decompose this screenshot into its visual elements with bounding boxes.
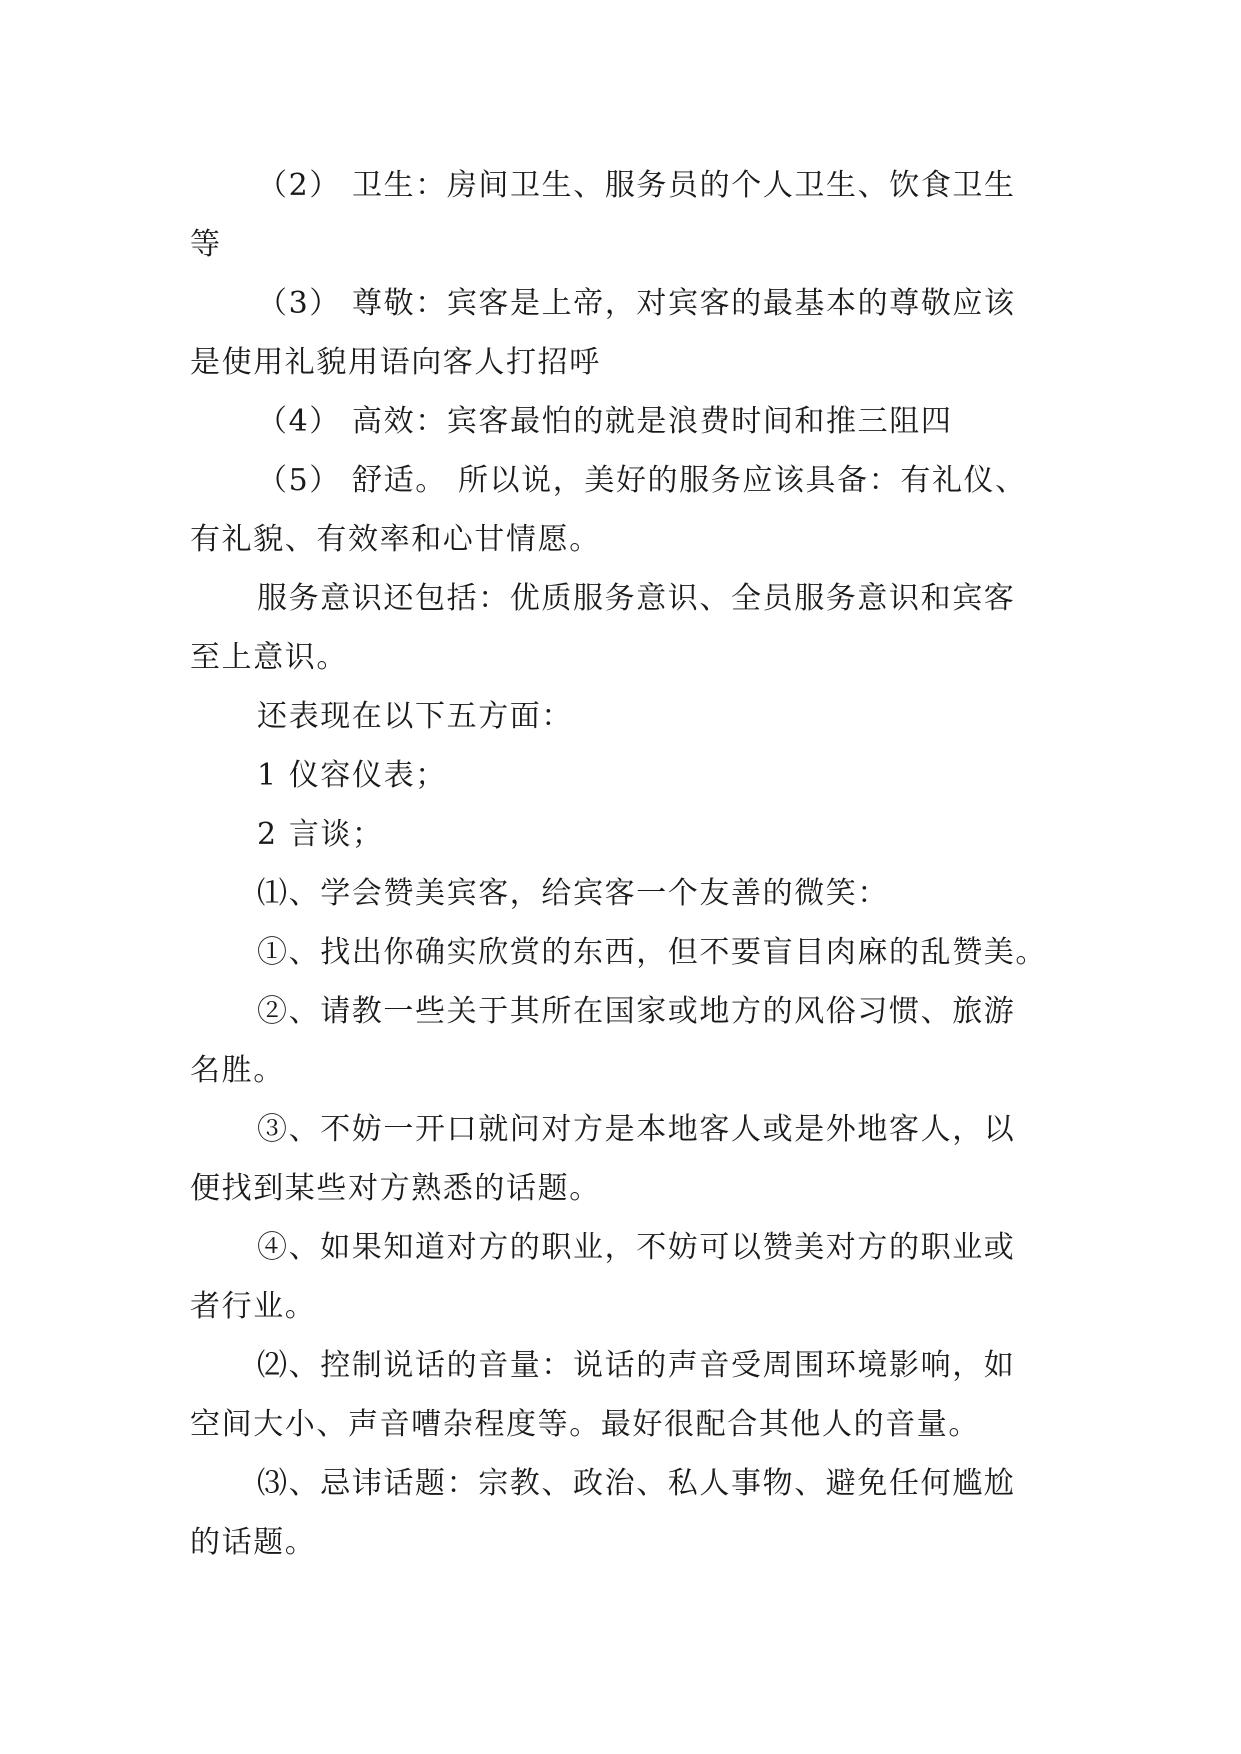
paragraph-hygiene <box>190 156 1050 274</box>
text-line: 有礼貌、有效率和心甘情愿。 <box>190 522 601 557</box>
paragraph-item-4 <box>190 1218 1050 1336</box>
text-line: 至上意识。 <box>190 640 348 675</box>
text-line: （5） 舒适。 所以说，美好的服务应该具备：有礼仪、 <box>257 463 1027 498</box>
text-line: （4） 高效：宾客最怕的就是浪费时间和推三阻四 <box>257 404 953 439</box>
text-line: 名胜。 <box>190 1053 285 1088</box>
text-line: 是使用礼貌用语向客人打招呼 <box>190 345 601 380</box>
text-line: 还表现在以下五方面： <box>257 699 573 734</box>
paragraph-speech <box>190 805 1050 864</box>
text-line: 服务意识还包括：优质服务意识、全员服务意识和宾客 <box>257 581 1016 616</box>
text-line: ①、找出你确实欣赏的东西，但不要盲目肉麻的乱赞美。 <box>257 935 1047 970</box>
text-line: 空间大小、声音嘈杂程度等。最好很配合其他人的音量。 <box>190 1407 980 1442</box>
paragraph-item-1 <box>190 923 1050 982</box>
paragraph-taboo-topics <box>190 1454 1050 1572</box>
paragraph-item-2 <box>190 982 1050 1100</box>
text-line: 的话题。 <box>190 1525 317 1560</box>
text-line: 者行业。 <box>190 1289 317 1324</box>
text-line: ⑵、控制说话的音量：说话的声音受周围环境影响，如 <box>257 1348 1016 1383</box>
paragraph-five-aspects <box>190 687 1050 746</box>
text-line: （3） 尊敬：宾客是上帝，对宾客的最基本的尊敬应该 <box>257 286 1016 321</box>
paragraph-volume-control <box>190 1336 1050 1454</box>
text-line: 2 言谈； <box>257 817 384 852</box>
paragraph-service-awareness <box>190 569 1050 687</box>
text-line: 便找到某些对方熟悉的话题。 <box>190 1171 601 1206</box>
text-line: （2） 卫生：房间卫生、服务员的个人卫生、饮食卫生 <box>257 168 1016 203</box>
paragraph-efficiency <box>190 392 1050 451</box>
text-line: 1 仪容仪表； <box>257 758 447 793</box>
paragraph-comfort <box>190 451 1050 569</box>
text-line: ⑴、学会赞美宾客，给宾客一个友善的微笑： <box>257 876 889 911</box>
text-line: ③、不妨一开口就问对方是本地客人或是外地客人，以 <box>257 1112 1016 1147</box>
paragraph-item-3 <box>190 1100 1050 1218</box>
text-line: ⑶、忌讳话题：宗教、政治、私人事物、避免任何尴尬 <box>257 1466 1016 1501</box>
text-line: ②、请教一些关于其所在国家或地方的风俗习惯、旅游 <box>257 994 1016 1029</box>
paragraph-appearance <box>190 746 1050 805</box>
paragraph-praise-guests <box>190 864 1050 923</box>
paragraph-respect <box>190 274 1050 392</box>
text-line: ④、如果知道对方的职业，不妨可以赞美对方的职业或 <box>257 1230 1016 1265</box>
text-line: 等 <box>190 227 222 262</box>
document-body <box>190 156 1050 1572</box>
